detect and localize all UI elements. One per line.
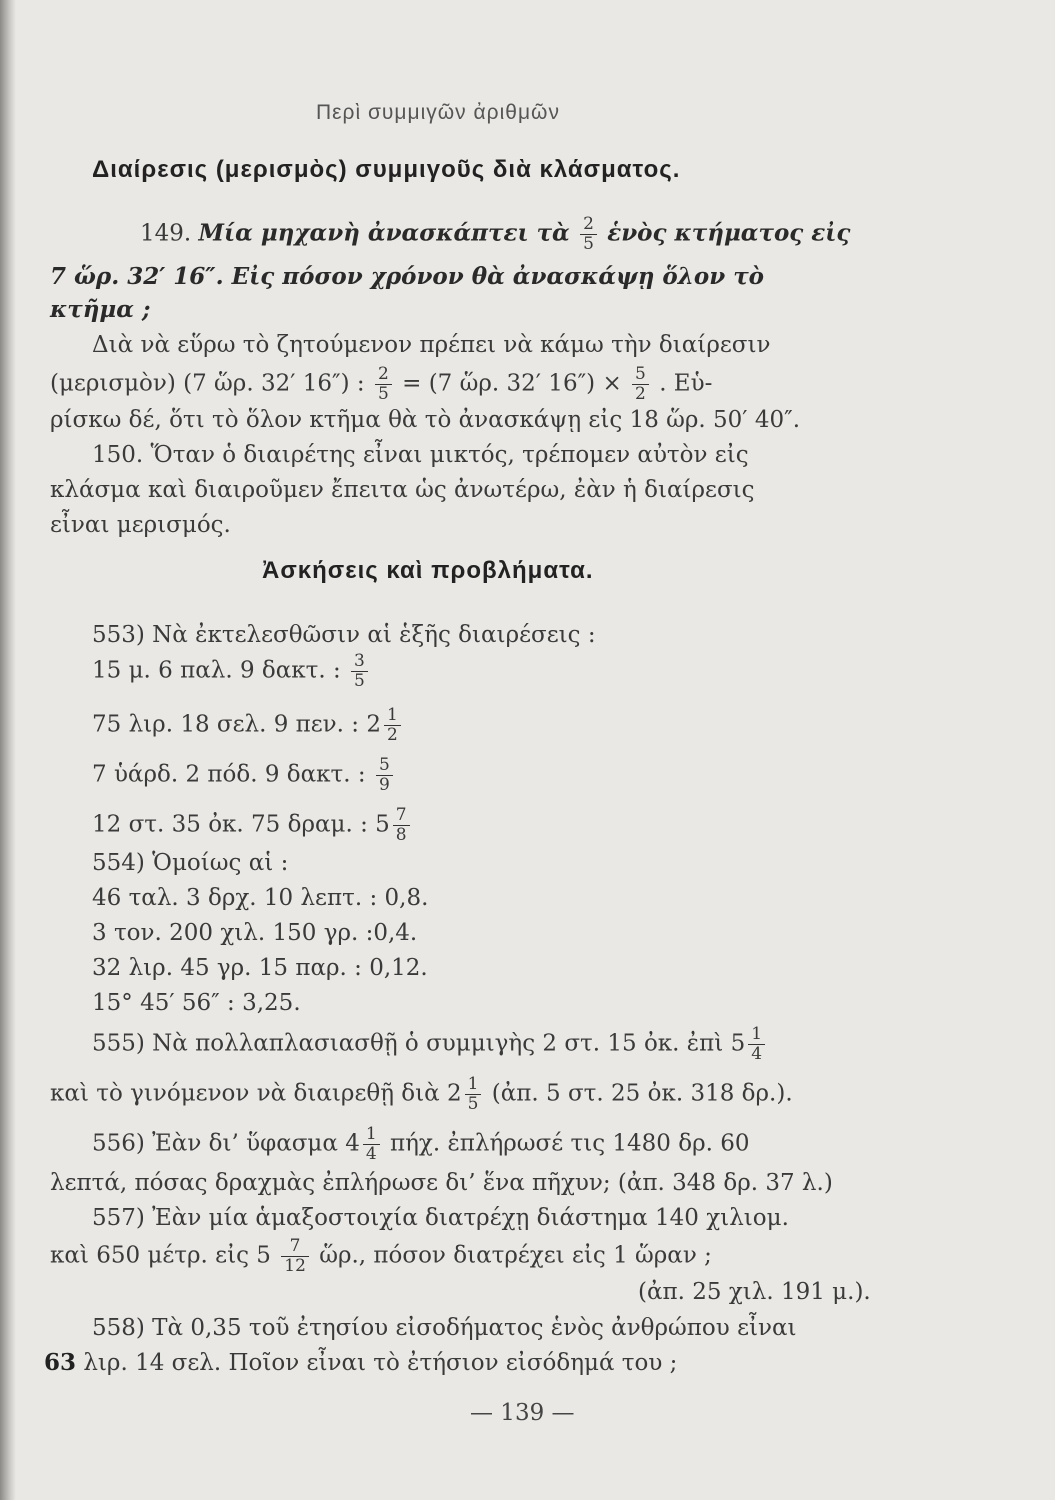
fraction: $\frac{3}{5}$ xyxy=(351,652,368,691)
fraction: $\frac{1}{5}$ xyxy=(465,1075,482,1114)
fraction: $\frac{5}{2}$ xyxy=(632,365,649,404)
p150-line-2: κλάσμα καὶ διαιροῦμεν ἔπειτα ὡς ἀνωτέρω, ἐὰν ἡ διαίρεσις xyxy=(50,477,755,503)
fraction: $\frac{7}{12}$ xyxy=(281,1237,309,1276)
p150-line-1: 150. Ὅταν ὁ διαιρέτης εἶναι μικτός, τρέπομεν αὐτὸν εἰς xyxy=(92,442,749,468)
e557-line-2: καὶ 650 μέτρ. εἰς 5 $\frac{7}{12}$ ὥρ., πόσον διατρέχει εἰς 1 ὥραν ; xyxy=(50,1236,712,1276)
p149-line-2: 7 ὥρ. 32′ 16″. Εἰς πόσον χρόνον θὰ ἀνασκάψῃ ὅλον τὸ xyxy=(50,263,765,290)
fraction: $\frac{1}{4}$ xyxy=(748,1025,765,1064)
e553-row-1: 15 μ. 6 παλ. 9 δακτ. : $\frac{3}{5}$ xyxy=(92,652,371,691)
p149-line-1: 149. Μία μηχανὴ ἀνασκάπτει τὰ $\frac{2}{5}$ ἑνὸς κτήματος εἰς xyxy=(140,214,851,254)
e556-line-2: λεπτά, πόσας δραχμὰς ἐπλήρωσε δι’ ἕνα πῆχυν; (ἀπ. 348 δρ. 37 λ.) xyxy=(50,1170,833,1196)
e554-row-4: 15° 45′ 56″ : 3,25. xyxy=(92,990,301,1016)
e557-answer: (ἀπ. 25 χιλ. 191 μ.). xyxy=(638,1279,871,1305)
e554-row-2: 3 τον. 200 χιλ. 150 γρ. :0,4. xyxy=(92,920,418,946)
e553-row-3: 7 ὑάρδ. 2 πόδ. 9 δακτ. : $\frac{5}{9}$ xyxy=(92,756,396,795)
e556-line-1: 556) Ἐὰν δι’ ὕφασμα 4 $\frac{1}{4}$ πήχ. ἐπλήρωσέ τις 1480 δρ. 60 xyxy=(92,1124,750,1164)
e555-line-1: 555) Νὰ πολλαπλασιασθῇ ὁ συμμιγὴς 2 στ. 15 ὀκ. ἐπὶ 5 $\frac{1}{4}$ xyxy=(92,1025,768,1064)
fraction: $\frac{2}{5}$ xyxy=(580,215,597,254)
p149-line-4: Διὰ νὰ εὕρω τὸ ζητούμενον πρέπει νὰ κάμω τὴν διαίρεσιν xyxy=(92,332,771,358)
fraction: $\frac{7}{8}$ xyxy=(393,806,410,845)
e554-row-3: 32 λιρ. 45 γρ. 15 παρ. : 0,12. xyxy=(92,955,428,981)
running-head: Περὶ συμμιγῶν ἀριθμῶν xyxy=(316,101,560,124)
e558-line-2: 63 λιρ. 14 σελ. Ποῖον εἶναι τὸ ἐτήσιον εἰσόδημά του ; xyxy=(44,1349,678,1376)
e558-line-1: 558) Τὰ 0,35 τοῦ ἐτησίου εἰσοδήματος ἑνὸς ἀνθρώπου εἶναι xyxy=(92,1315,797,1341)
fraction: $\frac{2}{5}$ xyxy=(375,365,392,404)
p149-line-3: κτῆμα ; xyxy=(50,296,151,323)
e553-intro: 553) Νὰ ἐκτελεσθῶσιν αἱ ἑξῆς διαιρέσεις : xyxy=(92,622,596,648)
exercises-heading: Ἀσκήσεις καὶ προβλήματα. xyxy=(262,557,594,584)
p150-line-3: εἶναι μερισμός. xyxy=(50,512,231,538)
p149-line-5: (μερισμὸν) (7 ὥρ. 32′ 16″) : $\frac{2}{5}$ = (7 ὥρ. 32′ 16″) × $\frac{5}{2}$ . Εὑ- xyxy=(50,364,713,404)
p149-line-6: ρίσκω δέ, ὅτι τὸ ὅλον κτῆμα θὰ τὸ ἀνασκάψῃ εἰς 18 ὥρ. 50′ 40″. xyxy=(50,407,801,433)
e553-row-2: 75 λιρ. 18 σελ. 9 πεν. : 2 $\frac{1}{2}$ xyxy=(92,706,404,745)
e554-intro: 554) Ὁμοίως αἱ : xyxy=(92,850,289,876)
page-number: — 139 — xyxy=(470,1400,575,1426)
fraction: $\frac{1}{2}$ xyxy=(384,706,401,745)
e553-row-4: 12 στ. 35 ὀκ. 75 δραμ. : 5 $\frac{7}{8}$ xyxy=(92,806,413,845)
e555-line-2: καὶ τὸ γινόμενον νὰ διαιρεθῇ διὰ 2 $\frac{1}{5}$ (ἀπ. 5 στ. 25 ὀκ. 318 δρ.). xyxy=(50,1074,793,1114)
fraction: $\frac{1}{4}$ xyxy=(363,1125,380,1164)
e554-row-1: 46 ταλ. 3 δρχ. 10 λεπτ. : 0,8. xyxy=(92,885,429,911)
fraction: $\frac{5}{9}$ xyxy=(376,756,393,795)
page-binding-shadow xyxy=(0,0,16,1500)
e557-line-1: 557) Ἐὰν μία ἁμαξοστοιχία διατρέχῃ διάστημα 140 χιλιομ. xyxy=(92,1205,789,1231)
section-heading: Διαίρεσις (μερισμὸς) συμμιγοῦς διὰ κλάσματος. xyxy=(92,156,681,183)
